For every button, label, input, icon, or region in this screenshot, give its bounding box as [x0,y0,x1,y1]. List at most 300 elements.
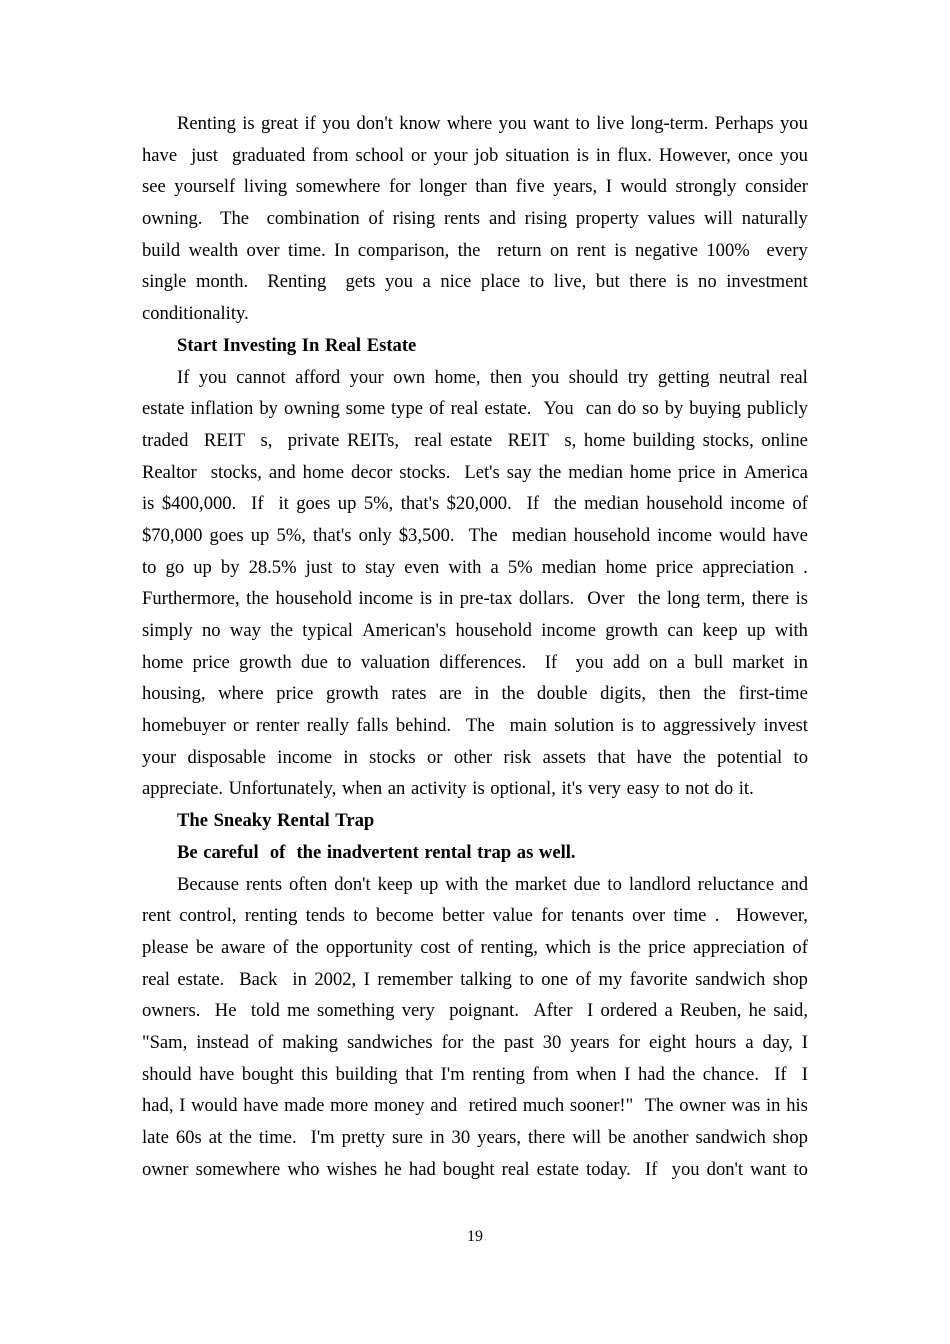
text-word: buying [689,398,741,420]
text-word: income [657,524,713,546]
paragraph-line [142,710,808,742]
text-word: do [617,398,637,420]
page-number: 19 [467,1228,483,1245]
text-word: income [277,746,333,768]
text-word: aware [220,936,266,958]
text-word: better [442,905,485,927]
text-word: cannot [236,366,286,388]
text-word: tenants [571,905,624,927]
text-word: "Sam, [142,1031,188,1053]
text-word: or [233,715,249,737]
text-word: The [644,1095,674,1117]
text-word: time. [287,239,326,261]
text-word: rising [392,208,436,230]
text-word: time. [258,1127,297,1148]
text-word: comparison, [357,239,450,261]
text-word: over [632,905,666,927]
text-word: median [568,461,623,483]
text-word: price [678,461,716,483]
text-word: $3,500. [398,524,455,546]
text-word: live, [553,271,587,293]
paragraph-line [142,298,808,330]
text-word: to [529,271,545,293]
text-word: in [722,461,737,483]
text-word: for [441,1031,464,1053]
text-word: just [305,556,333,578]
text-word: one [541,968,569,990]
text-word: that's [313,524,352,546]
text-word: careful [203,841,259,863]
text-word: my [598,968,623,990]
text-word: REIT [507,429,549,451]
text-word: to [665,778,680,800]
text-word: return [497,239,542,261]
text-word: $20,000. [446,493,512,515]
text-word: retired [468,1095,518,1117]
text-word: then [658,683,691,705]
text-word: I [801,1063,808,1085]
text-word: sure [392,1127,424,1148]
text-word: longer [419,176,467,198]
text-word: more [330,1095,369,1117]
text-word: past [503,1031,534,1053]
text-word: who [287,1158,320,1180]
paragraph-line [142,1027,808,1059]
text-word: 5%, [276,524,306,546]
text-word: want [532,113,570,134]
text-word: in [766,1095,781,1117]
text-word: price [648,936,686,958]
text-word: should [142,1063,192,1085]
text-word: with [448,556,482,578]
text-word: sooner!" [569,1095,634,1117]
text-word: appreciation [702,556,795,578]
text-word: keep [377,873,413,895]
text-word: of [272,936,289,958]
text-word: stay [365,556,396,578]
text-word: home [629,461,672,483]
text-word: with [774,620,808,641]
text-word: s, [564,429,577,451]
text-word: for [541,905,563,927]
text-word: to [142,556,157,578]
text-word: rent [576,239,606,261]
text-word: you [575,651,604,673]
text-word: in [343,746,358,768]
text-word: go [165,556,185,578]
text-word: In [334,239,350,261]
text-word: household [455,620,532,641]
text-word: school [355,144,404,166]
text-word: would [620,176,667,198]
text-word: I [624,1063,631,1085]
text-word: growth [239,651,292,673]
heading-line [142,837,808,869]
text-word: American's [362,620,447,641]
text-word: you [531,366,560,388]
text-word: renting [472,1063,525,1085]
text-word: the [553,493,577,515]
text-word: median [584,493,639,515]
text-word: median [541,556,597,578]
text-word: of [792,493,808,515]
text-word: due [300,651,328,673]
text-word: me [287,1000,310,1022]
paragraph-line [142,140,808,172]
text-word: the [246,588,269,610]
text-word: is [242,113,255,134]
paragraph-line [142,900,808,932]
paragraph-line [142,932,808,964]
text-word: disposable [187,746,266,768]
text-word: in [430,1127,445,1148]
text-word: Because [177,873,239,895]
text-word: assets [542,746,587,768]
heading-line [142,330,808,362]
text-word: build [142,239,181,261]
text-word: to [641,715,656,737]
text-word: the [683,746,706,768]
text-word: dollars. [518,588,575,610]
text-word: not [685,778,709,800]
text-word: behind. [395,715,452,737]
text-word: so [642,398,659,420]
text-word: wealth [188,239,239,261]
text-word: income [730,493,785,515]
text-word: you [198,366,227,388]
text-word: there [751,588,790,610]
text-word: growth [326,683,379,705]
text-word: when [576,1063,617,1085]
text-word: In [301,334,320,356]
text-word: making [282,1031,339,1053]
text-word: Trap [335,810,375,832]
text-word: sandwich [695,968,766,990]
text-word: a [745,1031,754,1053]
text-word: real [450,398,479,420]
paragraph-line [142,362,808,394]
text-word: see [142,176,166,198]
paragraph-line [142,457,808,489]
text-word: If [544,651,558,673]
text-word: home, [434,366,481,388]
text-word: gets [345,271,376,293]
text-word: owner [679,1095,726,1117]
paragraph-line [142,1090,808,1122]
text-word: the [618,936,641,958]
text-word: by [664,398,684,420]
text-word: first-time [738,683,808,705]
paragraph-line [142,869,808,901]
text-word: are [439,683,462,705]
text-word: s, [260,429,273,451]
text-word: control, [179,905,237,927]
text-word: naturally [741,208,808,230]
text-word: you [385,271,413,293]
text-word: sandwich [695,1127,766,1148]
text-word: can [667,620,694,641]
text-word: chance. [702,1063,759,1085]
text-word: said, [773,1000,808,1022]
text-word: pretty [341,1127,386,1148]
text-word: favorite [629,968,688,990]
paragraph-line [142,742,808,774]
text-word: is [472,778,485,800]
text-word: 28.5% [248,556,297,578]
text-word: had [637,1063,665,1085]
text-word: a [422,271,431,293]
text-word: just [191,144,218,166]
text-word: sandwiches [346,1031,433,1053]
paragraph-line [142,266,808,298]
text-word: by [259,398,278,420]
text-word: $400,000. [161,493,237,515]
text-word: long [666,588,700,610]
text-word: some [345,398,386,420]
text-word: or [427,746,443,768]
text-word: You [543,398,574,420]
text-word: Furthermore, [142,588,240,610]
text-word: it [278,493,289,515]
text-word: 2002, [314,968,357,990]
text-word: stocks, [210,461,262,483]
text-word: combination [266,208,360,230]
text-word: keep [702,620,738,641]
text-word: rising [524,208,567,230]
text-word: somewhere [295,176,381,198]
text-word: made [284,1095,325,1117]
text-word: which [545,936,591,958]
text-word: be [195,936,214,958]
text-word: median [511,524,567,546]
text-word: rents [245,873,283,895]
text-word: Sneaky [213,810,272,832]
text-word: home [605,556,647,578]
text-word: negative [635,239,698,261]
text-word: Start [177,334,218,356]
text-word: household [573,524,651,546]
text-word: main [509,715,547,737]
text-word: inflation [190,398,254,420]
text-word: activity [410,778,467,800]
text-word: optional, [490,778,556,800]
text-word: of [457,936,474,958]
text-word: yourself [174,176,236,198]
text-word: to [793,1158,808,1180]
text-word: However, [735,905,808,927]
text-word: to [607,873,622,895]
text-word: shop [772,1127,808,1148]
text-word: owning. [142,208,203,230]
text-word: and [488,208,516,230]
text-word: appreciate. [142,778,224,800]
text-word: Renting [267,271,327,293]
text-word: $70,000 [142,524,203,546]
text-word: five [515,176,545,198]
paragraph-line [142,520,808,552]
text-word: to [519,968,534,990]
text-word: Real [324,334,362,356]
text-word: where [446,113,493,134]
text-word: or [411,144,427,166]
text-word: neutral [718,366,771,388]
text-word: have [199,1063,235,1085]
text-word: will [704,208,733,230]
text-word: want [750,1158,787,1180]
text-word: household [646,493,723,515]
text-word: conditionality. [142,303,249,325]
text-word: that [405,1063,434,1085]
text-word: very [401,1000,435,1022]
text-word: If [774,1063,787,1085]
text-word: I [801,1031,808,1053]
text-word: don't [334,873,371,895]
text-word: in [595,144,611,166]
text-word: Back [239,968,278,990]
text-word: day, [762,1031,793,1053]
text-word: if [304,113,316,134]
text-word: an [387,778,406,800]
page-body-text [142,108,808,1185]
text-word: value [492,905,533,927]
text-word: consider [744,176,808,198]
text-word: then [489,366,522,388]
text-word: online [761,429,808,451]
text-word: 30 [542,1031,562,1053]
text-word: Investing [222,334,297,356]
text-word: afford [295,366,341,388]
text-word: should [568,366,619,388]
text-word: inadvertent [326,841,419,863]
text-word: cost [420,936,451,958]
text-word: real [414,429,443,451]
text-word: building [335,1063,398,1085]
text-word: goes [296,493,331,515]
text-word: decor [350,461,393,483]
text-word: of [792,936,808,958]
text-word: try [627,366,649,388]
text-word: REIT [203,429,246,451]
text-word: and [781,873,808,895]
text-word: your [142,746,177,768]
text-word: poignant. [449,1000,519,1022]
text-word: had, [142,1095,174,1117]
text-word: growth [605,620,659,641]
text-word: place [480,271,521,293]
text-word: remember [377,968,453,990]
text-word: of [429,398,445,420]
text-word: to [793,746,808,768]
text-word: is [621,715,634,737]
text-word: . [714,905,720,927]
text-word: when [341,778,383,800]
text-word: graduated [231,144,306,166]
text-word: Renting [177,113,236,134]
text-word: flux. [617,144,652,166]
text-word: was [731,1095,761,1117]
text-word: estate [142,398,185,420]
text-word: income [541,620,596,641]
text-word: and [268,461,296,483]
text-word: values [647,208,696,230]
paragraph-line [142,678,808,710]
text-word: than [475,176,508,198]
text-word: it's [561,778,583,800]
text-word: have [772,524,808,546]
text-word: estate [449,429,493,451]
text-word: the [457,239,481,261]
text-word: investment [726,271,808,293]
text-word: bought [241,1063,294,1085]
text-word: had [408,1158,436,1180]
text-word: to [353,905,368,927]
text-word: falls [356,715,389,737]
text-word: appreciation [693,936,785,958]
text-word: the [538,461,562,483]
text-word: typical [302,620,353,641]
paragraph-line [142,425,808,457]
paragraph-line [142,171,808,203]
text-word: another [632,1127,689,1148]
text-word: . [803,556,808,578]
text-word: would [191,1095,238,1117]
heading-line [142,805,808,837]
text-word: have [636,746,672,768]
paragraph-line [142,488,808,520]
text-word: is [795,588,808,610]
text-word: estate [536,1158,579,1180]
text-word: type [391,398,424,420]
text-word: aggressively [663,715,757,737]
text-word: differences. [439,651,527,673]
paragraph-line [142,995,808,1027]
text-word: to [575,113,590,134]
text-word: 5%, [363,493,394,515]
paragraph-line [142,235,808,267]
text-word: strongly [675,176,737,198]
text-word: reluctance [697,873,775,895]
text-word: know [399,113,441,134]
text-word: risk [503,746,532,768]
text-word: instead [196,1031,249,1053]
text-word: job [474,144,499,166]
text-word: I [587,1000,594,1022]
text-word: However, [658,144,731,166]
text-word: He [214,1000,237,1022]
text-word: with [445,873,479,895]
text-word: the [637,588,661,610]
text-word: Unfortunately, [228,778,337,800]
text-word: bought [442,1158,495,1180]
text-word: way [229,620,261,641]
text-word: somewhere [195,1158,281,1180]
text-word: to [337,651,352,673]
text-word: you [671,1158,700,1180]
text-word: he [748,1000,767,1022]
text-word: eight [648,1031,687,1053]
text-word: up [337,493,357,515]
text-word: a [664,1000,673,1022]
text-word: price [276,683,314,705]
text-word: I [363,968,370,990]
text-word: real [779,366,808,388]
text-word: I [179,1095,186,1117]
text-word: real [142,968,170,990]
text-word: only [358,524,392,546]
text-word: building [632,429,695,451]
text-word: up [250,524,270,546]
text-word: years, [553,176,598,198]
